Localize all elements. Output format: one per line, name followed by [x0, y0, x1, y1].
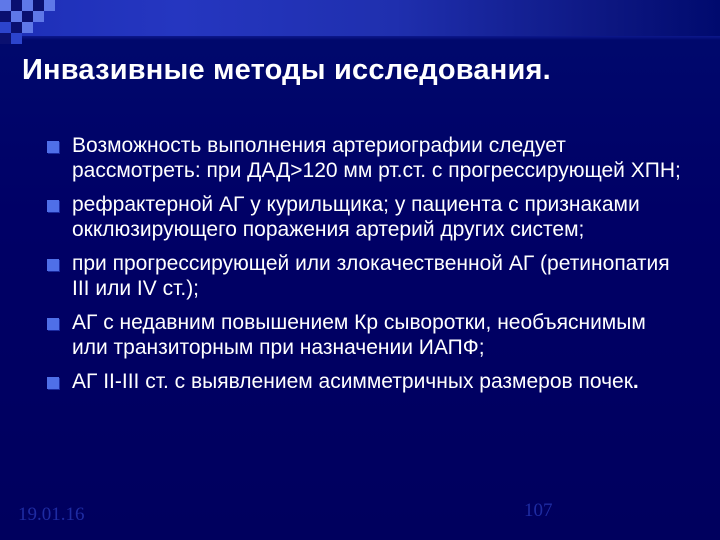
- square-bullet-icon: [47, 259, 59, 271]
- bullet-item: [44, 134, 684, 183]
- checker-square: [11, 11, 22, 22]
- checker-square: [11, 0, 22, 11]
- checker-square: [11, 22, 22, 33]
- checker-square: [33, 11, 44, 22]
- checker-square: [44, 0, 55, 11]
- slide-title: Инвазивные методы исследования.: [22, 54, 551, 86]
- bullet-text-tail: .: [632, 370, 639, 393]
- top-gradient-band: [0, 0, 720, 36]
- bullet-text: [72, 134, 684, 183]
- checker-square: [0, 22, 11, 33]
- square-bullet-icon: [47, 377, 59, 389]
- checker-square: [11, 33, 22, 44]
- bullet-item: [44, 252, 684, 301]
- bullet-text: [72, 370, 684, 395]
- bullet-item: [44, 370, 684, 395]
- checker-square: [22, 11, 33, 22]
- checker-square: [22, 0, 33, 11]
- bullet-text-content: АГ с недавним повышением Кр сыворотки, необъяснимым или транзиторным при назначении ИАПФ;: [72, 311, 646, 359]
- footer-page-number: 107: [524, 500, 553, 521]
- footer-date: 19.01.16: [18, 504, 85, 525]
- checker-square: [0, 33, 11, 44]
- checker-square: [22, 22, 33, 33]
- square-bullet-icon: [47, 200, 59, 212]
- bullet-list: [44, 134, 684, 405]
- bullet-text: [72, 193, 684, 242]
- checker-square: [0, 0, 11, 11]
- bullet-text: [72, 252, 684, 301]
- top-band-fade: [0, 36, 720, 40]
- bullet-text-content: рефрактерной АГ у курильщика; у пациента с признаками окклюзирующего поражения артерий других систем;: [72, 193, 640, 241]
- checker-square: [0, 11, 11, 22]
- bullet-text-content: Возможность выполнения артериографии следует рассмотреть: при ДАД>120 мм рт.ст. с прогрессирующей ХПН;: [72, 134, 681, 182]
- bullet-item: [44, 311, 684, 360]
- checker-square: [33, 0, 44, 11]
- bullet-text-content: АГ II-III ст. с выявлением асимметричных размеров почек: [72, 370, 633, 393]
- bullet-text-content: при прогрессирующей или злокачественной АГ (ретинопатия III или IV ст.);: [72, 252, 670, 300]
- square-bullet-icon: [47, 318, 59, 330]
- bullet-item: [44, 193, 684, 242]
- bullet-text: [72, 311, 684, 360]
- square-bullet-icon: [47, 141, 59, 153]
